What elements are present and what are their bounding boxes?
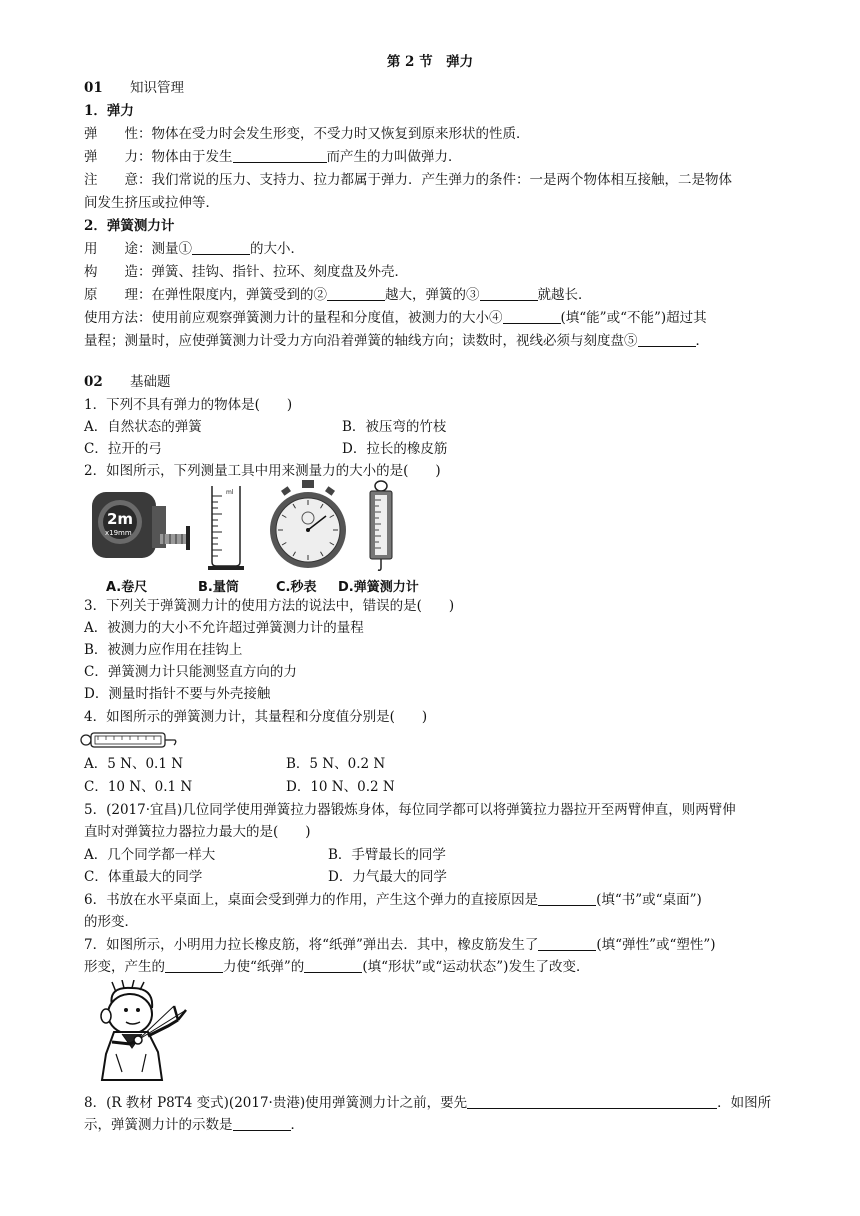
q5-option-d[interactable]: D．力气最大的同学 (328, 869, 447, 885)
text: 就越长． (537, 287, 592, 303)
stopwatch-figure (268, 478, 348, 572)
q3-option-c[interactable]: C．弹簧测力计只能测竖直方向的力 (84, 664, 297, 680)
text: 量程；测量时，应使弹簧测力计受力方向沿着弹簧的轴线方向；读数时，视线必须与刻度盘⑤ (84, 333, 638, 349)
label: 用 途： (84, 241, 152, 257)
text: 8．(R 教材 P8T4 变式)(2017·贵港)使用弹簧测力计之前，要先 (84, 1095, 468, 1111)
text: 形变，产生的 (84, 959, 165, 975)
def-elasticity (84, 124, 530, 144)
text: 的大小． (250, 241, 304, 257)
q5-stem-line1: 5．(2017·宜昌)几位同学使用弹簧拉力器锻炼身体，每位同学都可以将弹簧拉力器拉开至两臂伸直，则两臂伸 (84, 802, 736, 818)
usage-line (84, 308, 707, 328)
principle-line (84, 285, 592, 305)
answer-blank[interactable] (233, 148, 327, 163)
text: (填“形状”或“运动状态”)发生了改变． (362, 959, 590, 975)
q5-option-b[interactable]: B．手臂最长的同学 (328, 847, 446, 863)
label: 构 造： (84, 264, 152, 280)
label: 使用方法： (84, 310, 152, 326)
def-elastic-force (84, 147, 462, 167)
usage-line-cont (84, 331, 709, 351)
q8-line1 (84, 1093, 771, 1113)
caption-spring-scale: D.弹簧测力计 (338, 580, 419, 595)
page-title: 第 2 节 弹力 (386, 54, 474, 70)
q3-option-a[interactable]: A．被测力的大小不允许超过弹簧测力计的量程 (84, 620, 364, 636)
horizontal-spring-scale-figure (80, 730, 178, 750)
text: 在弹性限度内，弹簧受到的② (151, 287, 327, 303)
q4-option-a[interactable]: A．5 N、0.1 N (84, 756, 184, 772)
section-header-knowledge (84, 78, 184, 98)
spring-scale-figure (364, 480, 398, 572)
q1-option-c[interactable]: C．拉开的弓 (84, 441, 162, 457)
cylinder-unit: ml (226, 489, 234, 496)
note-line-cont: 间发生挤压或拉伸等． (84, 195, 219, 211)
text: 弹簧、挂钩、指针、拉环、刻度盘及外壳． (151, 264, 408, 280)
section-number: 01 (84, 80, 103, 96)
q6-line1 (84, 890, 702, 910)
text: 越大，弹簧的③ (385, 287, 480, 303)
text: 而产生的力叫做弹力． (326, 149, 462, 165)
structure-line (84, 262, 408, 282)
answer-blank[interactable] (638, 332, 696, 347)
answer-blank[interactable] (538, 891, 596, 906)
label: 弹 力： (84, 149, 152, 165)
q1-option-b[interactable]: B．被压弯的竹枝 (342, 419, 447, 435)
section-number: 02 (84, 374, 103, 390)
heading-elastic-force: 1．弹力 (84, 103, 134, 119)
text: 6．书放在水平桌面上，桌面会受到弹力的作用，产生这个弹力的直接原因是 (84, 892, 539, 908)
q2-stem: 2．如图所示，下列测量工具中用来测量力的大小的是( ) (84, 463, 441, 479)
answer-blank[interactable] (480, 286, 538, 301)
text: 7．如图所示，小明用力拉长橡皮筋，将“纸弹”弹出去．其中，橡皮筋发生了 (84, 937, 539, 953)
caption-cylinder: B.量筒 (198, 580, 239, 595)
note-line (84, 170, 732, 190)
text: ．如图所 (717, 1095, 772, 1111)
q3-option-d[interactable]: D．测量时指针不要与外壳接触 (84, 686, 271, 702)
q8-line2 (84, 1115, 304, 1135)
q3-option-b[interactable]: B．被测力应作用在挂钩上 (84, 642, 243, 658)
q1-stem: 1．下列不具有弹力的物体是( ) (84, 397, 293, 413)
q5-stem-line2: 直时对弹簧拉力器拉力最大的是( ) (84, 824, 311, 840)
label: 弹 性： (84, 126, 152, 142)
section-header-basic (84, 372, 171, 392)
text: (填“弹性”或“塑性”) (596, 937, 716, 953)
text: (填“书”或“桌面”) (596, 892, 702, 908)
text: 我们常说的压力、支持力、拉力都属于弹力．产生弹力的条件：一是两个物体相互接触，二是物体 (151, 172, 732, 188)
q4-option-d[interactable]: D．10 N、0.2 N (286, 779, 395, 795)
text: 示，弹簧测力计的示数是 (84, 1117, 233, 1133)
q5-option-c[interactable]: C．体重最大的同学 (84, 869, 203, 885)
answer-blank[interactable] (304, 958, 362, 973)
caption-tape: A.卷尺 (106, 580, 148, 595)
q5-option-a[interactable]: A．几个同学都一样大 (84, 847, 216, 863)
answer-blank[interactable] (192, 240, 250, 255)
q1-option-d[interactable]: D．拉长的橡皮筋 (342, 441, 448, 457)
answer-blank[interactable] (467, 1094, 717, 1109)
answer-blank[interactable] (503, 309, 561, 324)
boy-slingshot-figure (92, 980, 188, 1084)
text: (填“能”或“不能”)超过其 (560, 310, 707, 326)
q1-option-a[interactable]: A．自然状态的弹簧 (84, 419, 202, 435)
q4-option-c[interactable]: C．10 N、0.1 N (84, 779, 193, 795)
q3-stem: 3．下列关于弹簧测力计的使用方法的说法中，错误的是( ) (84, 598, 455, 614)
q7-line2 (84, 957, 589, 977)
answer-blank[interactable] (233, 1116, 291, 1131)
text: 使用前应观察弹簧测力计的量程和分度值，被测力的大小④ (151, 310, 503, 326)
use-line (84, 239, 304, 259)
text: 测量① (151, 241, 192, 257)
q4-option-b[interactable]: B．5 N、0.2 N (286, 756, 386, 772)
caption-stopwatch: C.秒表 (276, 580, 317, 595)
answer-blank[interactable] (165, 958, 223, 973)
label: 注 意： (84, 172, 152, 188)
text: 物体由于发生 (151, 149, 233, 165)
answer-blank[interactable] (538, 936, 596, 951)
heading-spring-scale: 2．弹簧测力计 (84, 218, 175, 234)
q6-line2: 的形变． (84, 914, 138, 930)
text: 物体在受力时会发生形变，不受力时又恢复到原来形状的性质． (151, 126, 530, 142)
answer-blank[interactable] (327, 286, 385, 301)
tape-label: 2m (107, 510, 134, 528)
tape-measure-figure (90, 484, 192, 570)
section-title: 知识管理 (130, 80, 184, 96)
measuring-cylinder-figure (206, 482, 246, 572)
text: ． (290, 1117, 304, 1133)
text: 力使“纸弹”的 (223, 959, 305, 975)
q4-stem: 4．如图所示的弹簧测力计，其量程和分度值分别是( ) (84, 709, 428, 725)
q7-line1 (84, 935, 716, 955)
label: 原 理： (84, 287, 152, 303)
tape-sublabel: x19mm (105, 529, 132, 537)
text: ． (695, 333, 709, 349)
section-title: 基础题 (130, 374, 171, 390)
